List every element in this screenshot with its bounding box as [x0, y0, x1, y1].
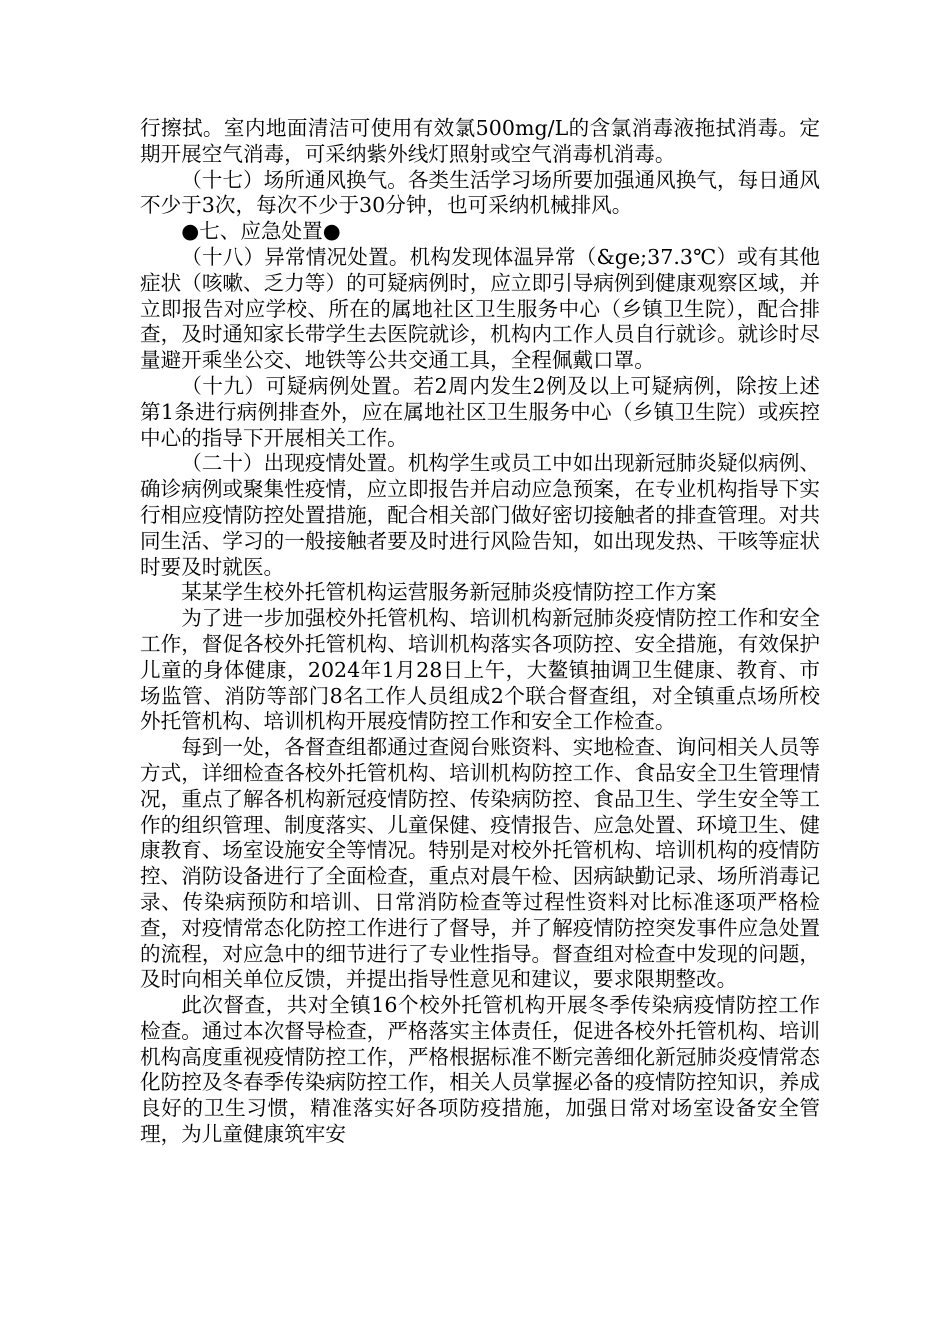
paragraph-outbreak-handling: （二十）出现疫情处置。机构学生或员工中如出现新冠肺炎疑似病例、确诊病例或聚集性疫情，应立即报告并启动应急预案，在专业机构指导下实行相应疫情防控处置措施，配合相关部门做好密切接触者的排查管理。对共同生活、学习的一般接触者要及时进行风险告知，如出现发热、干咳等症状时要及时就医。	[140, 451, 820, 579]
paragraph-inspection-details: 每到一处，各督查组都通过查阅台账资料、实地检查、询问相关人员等方式，详细检查各校外托管机构、培训机构防控工作、食品安全卫生管理情况，重点了解各机构新冠疫情防控、传染病防控、食品卫生、学生安全等工作的组织管理、制度落实、儿童保健、疫情报告、应急处置、环境卫生、健康教育、场室设施安全等情况。特别是对校外托管机构、培训机构的疫情防控、消防设备进行了全面检查，重点对晨午检、因病缺勤记录、场所消毒记录、传染病预防和培训、日常消防检查等过程性资料对比标准逐项严格检查，对疫情常态化防控工作进行了督导，并了解疫情防控突发事件应急处置的流程，对应急中的细节进行了专业性指导。督查组对检查中发现的问题，及时向相关单位反馈，并提出指导性意见和建议，要求限期整改。	[140, 735, 820, 992]
paragraph-ventilation: （十七）场所通风换气。各类生活学习场所要加强通风换气，每日通风不少于3次，每次不少于30分钟，也可采纳机械排风。	[140, 167, 820, 218]
paragraph-disinfection-continued: 行擦拭。室内地面清洁可使用有效氯500mg/L的含氯消毒液拖拭消毒。定期开展空气消毒，可采纳紫外线灯照射或空气消毒机消毒。	[140, 116, 820, 166]
paragraph-suspected-cases: （十九）可疑病例处置。若2周内发生2例及以上可疑病例，除按上述第1条进行病例排查外，应在属地社区卫生服务中心（乡镇卫生院）或疾控中心的指导下开展相关工作。	[140, 373, 820, 450]
paragraph-abnormal-handling: （十八）异常情况处置。机构发现体温异常（&ge;37.3℃）或有其他症状（咳嗽、乏力等）的可疑病例时，应立即引导病例到健康观察区域，并立即报告对应学校、所在的属地社区卫生服务中心（乡镇卫生院），配合排查，及时通知家长带学生去医院就诊，机构内工作人员自行就诊。就诊时尽量避开乘坐公交、地铁等公共交通工具，全程佩戴口罩。	[140, 244, 820, 373]
section-heading-emergency: ●七、应急处置●	[181, 219, 341, 244]
paragraph-inspection-summary: 此次督查，共对全镇16个校外托管机构开展冬季传染病疫情防控工作检查。通过本次督导检查，严格落实主体责任，促进各校外托管机构、培训机构高度重视疫情防控工作，严格根据标准不断完善细化新冠肺炎疫情常态化防控及冬春季传染病防控工作，相关人员掌握必备的疫情防控知识，养成良好的卫生习惯，精准落实好各项防疫措施，加强日常对场室设备安全管理，为儿童健康筑牢安	[140, 993, 820, 1147]
document-subtitle: 某某学生校外托管机构运营服务新冠肺炎疫情防控工作方案	[181, 580, 717, 605]
paragraph-inspection-intro: 为了进一步加强校外托管机构、培训机构新冠肺炎疫情防控工作和安全工作，督促各校外托管机构、培训机构落实各项防控、安全措施，有效保护儿童的身体健康，2024年1月28日上午，大鳌镇抽调卫生健康、教育、市场监管、消防等部门8名工作人员组成2个联合督查组，对全镇重点场所校外托管机构、培训机构开展疫情防控工作和安全工作检查。	[140, 606, 820, 734]
document-body	[140, 116, 820, 1148]
